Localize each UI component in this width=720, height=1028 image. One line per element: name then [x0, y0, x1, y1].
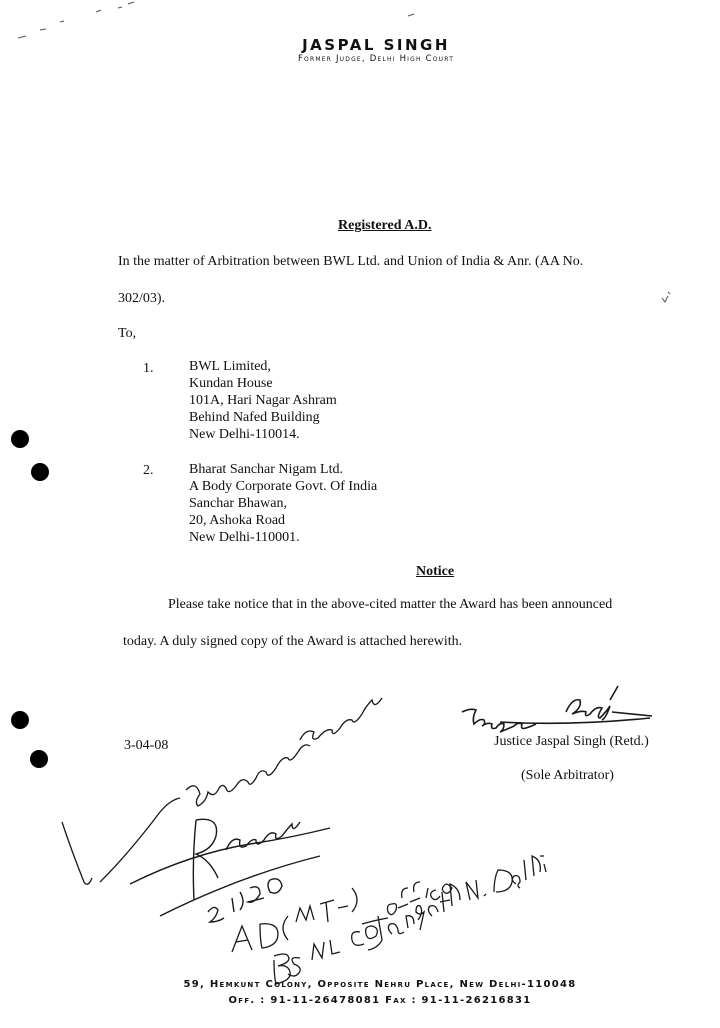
address-line: Sanchar Bhawan, [189, 496, 287, 511]
signatory-name: Justice Jaspal Singh (Retd.) [494, 734, 649, 749]
address-line: Bharat Sanchar Nigam Ltd. [189, 462, 343, 477]
notice-heading: Notice [416, 564, 455, 579]
handwritten-note-bsnl [274, 882, 452, 984]
salutation: To, [118, 326, 137, 341]
matter-line-2: 302/03). [118, 291, 166, 306]
signature [462, 686, 652, 732]
address-line: A Body Corporate Govt. Of India [189, 479, 378, 494]
address-line: BWL Limited, [189, 359, 271, 374]
matter-line-1: In the matter of Arbitration between BWL Ltd. and Union of India & Anr. (AA No. [118, 254, 584, 269]
notice-line-2: today. A duly signed copy of the Award is attached herewith. [123, 634, 463, 649]
registered-ad-heading: Registered A.D. [338, 218, 432, 233]
address-line: New Delhi-110001. [189, 530, 300, 545]
notice-line-1: Please take notice that in the above-cited matter the Award has been announced [168, 597, 613, 612]
handwritten-note-signed-copy [62, 698, 382, 884]
letter-date: 3-04-08 [124, 738, 169, 753]
address-line: Behind Nafed Building [189, 410, 320, 425]
addressee-number: 2. [143, 463, 154, 478]
stray-marks [18, 2, 670, 302]
handwritten-note-ad [232, 888, 357, 952]
letterhead-name: JASPAL SINGH [302, 36, 450, 54]
address-line: New Delhi-110014. [189, 427, 300, 442]
letterhead-subtitle: Former Judge, Delhi High Court [297, 54, 455, 64]
address-line: Kundan House [189, 376, 273, 391]
address-line: 101A, Hari Nagar Ashram [189, 393, 337, 408]
signatory-role: (Sole Arbitrator) [521, 768, 614, 783]
footer-contact: Off. : 91-11-26478081 Fax : 91-11-26216831 [228, 995, 532, 1006]
handwritten-note-janpath [362, 856, 546, 950]
addressee-number: 1. [143, 361, 154, 376]
address-line: 20, Ashoka Road [189, 513, 286, 528]
footer-address: 59, Hemkunt Colony, Opposite Nehru Place, New Delhi-110048 [183, 979, 577, 990]
